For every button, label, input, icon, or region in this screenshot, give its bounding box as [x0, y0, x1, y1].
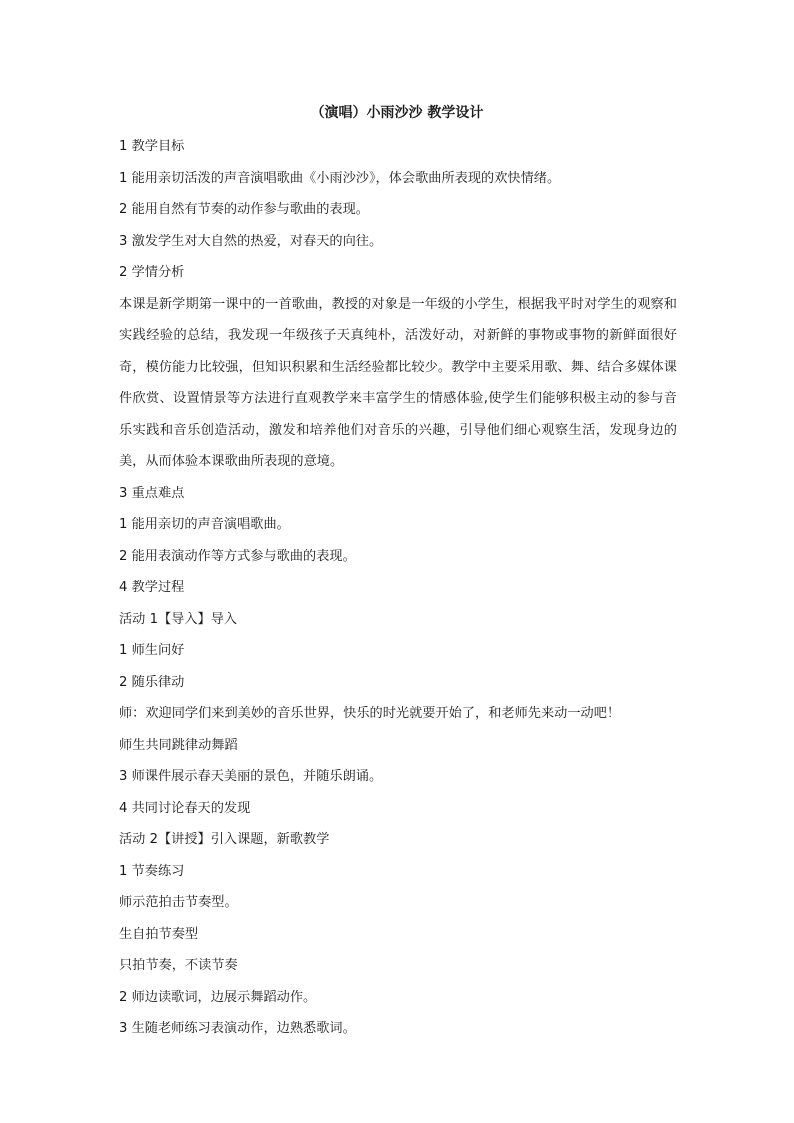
process-item: 师：欢迎同学们来到美妙的音乐世界，快乐的时光就要开始了，和老师先来动一动吧！ [119, 706, 621, 721]
process-item: 3 生随老师练习表演动作，边熟悉歌词。 [119, 1021, 356, 1036]
process-item: 生自拍节奏型 [119, 926, 199, 942]
section-heading-process: 4 教学过程 [119, 580, 185, 595]
document-body [119, 131, 677, 1045]
activity-heading: 活动 2【讲授】引入课题，新歌教学 [119, 832, 330, 847]
section-heading-key-points: 3 重点难点 [119, 485, 185, 501]
section-heading-objectives: 1 教学目标 [119, 139, 185, 154]
objective-item: 3 激发学生对大自然的热爱，对春天的向往。 [119, 233, 383, 249]
activity-heading: 活动 1【导入】导入 [119, 611, 238, 627]
objective-item: 1 能用亲切活泼的声音演唱歌曲《小雨沙沙》，体会歌曲所表现的欢快情绪。 [119, 170, 561, 186]
process-item: 2 随乐律动 [119, 674, 185, 690]
process-item: 2 师边读歌词，边展示舞蹈动作。 [119, 989, 317, 1005]
objective-item: 2 能用自然有节奏的动作参与歌曲的表现。 [119, 202, 369, 217]
process-item: 只拍节奏，不读节奏 [119, 958, 238, 973]
analysis-paragraph: 本课是新学期第一课中的一首歌曲，教授的对象是一年级的小学生，根据我平时对学生的观察和实践经验的总结，我发现一年级孩子天真纯朴，活泼好动，对新鲜的事物或事物的新鲜面很好奇，模仿能力比较强，但知识积累和生活经验都比较少。教学中主要采用歌、舞、结合多媒体课件欣赏、设置情景等方法进行直观教学来丰富学生的情感体验,使学生们能够积极主动的参与音乐实践和音乐创造活动，激发和培养他们对音乐的兴趣，引导他们细心观察生活，发现身边的美，从而体验本课歌曲所表现的意境。 [119, 296, 677, 469]
key-point-item: 1 能用亲切的声音演唱歌曲。 [119, 517, 290, 532]
process-item: 师生共同跳律动舞蹈 [119, 737, 238, 753]
section-heading-analysis: 2 学情分析 [119, 265, 185, 280]
process-item: 1 师生问好 [119, 643, 185, 658]
key-point-item: 2 能用表演动作等方式参与歌曲的表现。 [119, 548, 356, 564]
document-title: （演唱）小雨沙沙 教学设计 [310, 105, 484, 121]
process-item: 3 师课件展示春天美丽的景色，并随乐朗诵。 [119, 769, 383, 784]
process-item: 1 节奏练习 [119, 863, 185, 879]
process-item: 4 共同讨论春天的发现 [119, 800, 251, 816]
process-item: 师示范拍击节奏型。 [119, 895, 238, 910]
